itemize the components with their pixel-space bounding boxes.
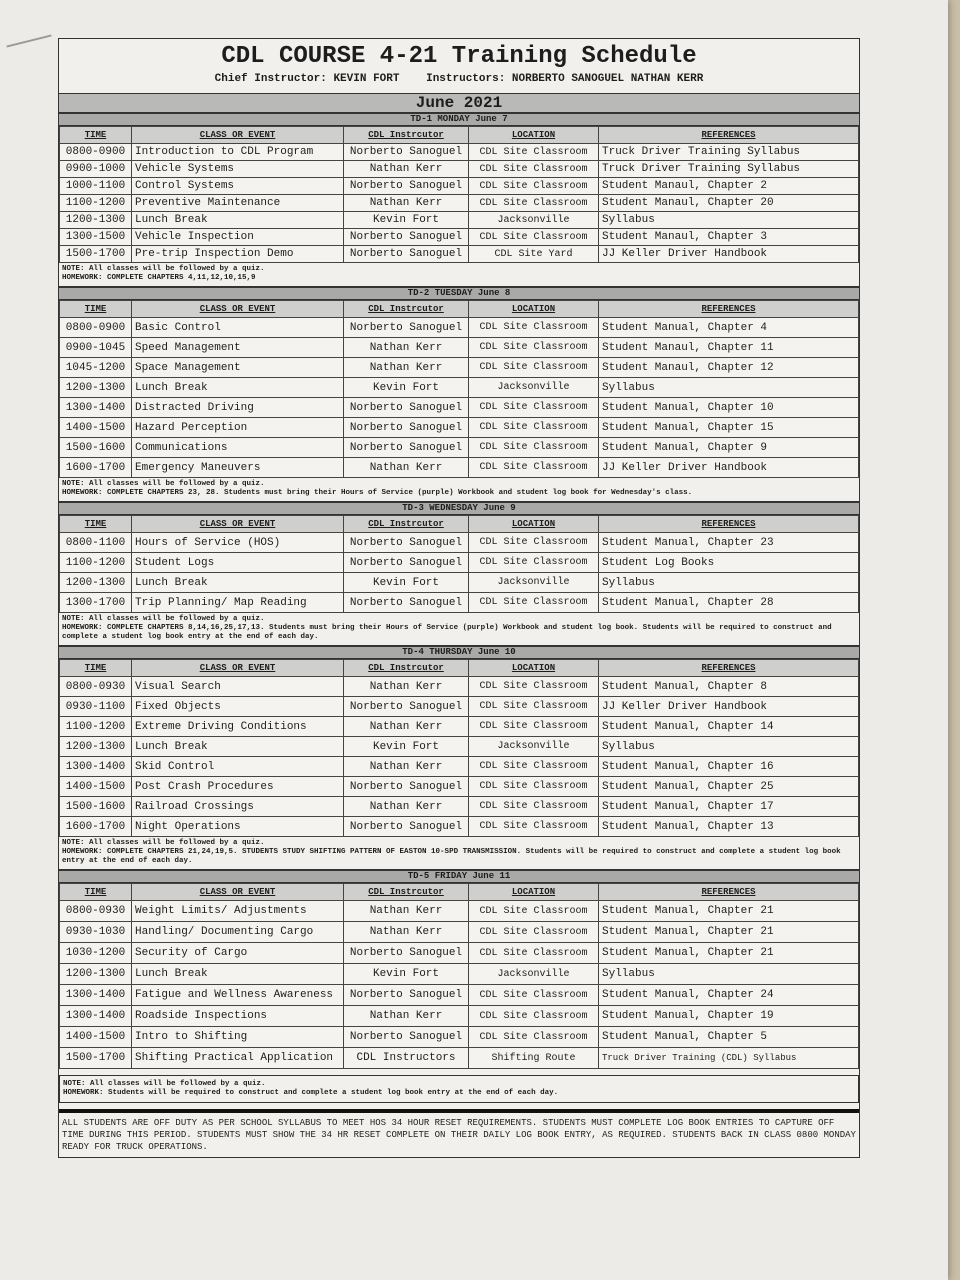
table-row — [60, 144, 859, 161]
time-cell: 1000-1100 — [60, 178, 132, 195]
time-cell: 1300-1400 — [60, 398, 132, 418]
location-cell: CDL Site Classroom — [469, 757, 599, 777]
time-cell: 1300-1400 — [60, 757, 132, 777]
table-row — [60, 195, 859, 212]
day-heading: TD-5 FRIDAY June 11 — [59, 870, 859, 883]
time-cell: 1045-1200 — [60, 358, 132, 378]
time-cell: 1300-1400 — [60, 1006, 132, 1027]
reference-cell: Truck Driver Training (CDL) Syllabus — [599, 1048, 859, 1069]
instructor-cell: Nathan Kerr — [344, 338, 469, 358]
time-cell: 1030-1200 — [60, 943, 132, 964]
time-cell: 0930-1100 — [60, 697, 132, 717]
location-cell: CDL Site Classroom — [469, 318, 599, 338]
column-header-instructor: CDL Instrcutor — [344, 516, 469, 533]
column-header-references: REFERENCES — [599, 660, 859, 677]
time-cell: 1100-1200 — [60, 553, 132, 573]
table-row — [60, 338, 859, 358]
event-cell: Railroad Crossings — [132, 797, 344, 817]
location-cell: CDL Site Classroom — [469, 797, 599, 817]
day-heading: TD-2 TUESDAY June 8 — [59, 287, 859, 300]
instructor-cell: Norberto Sanoguel — [344, 398, 469, 418]
column-header-event: CLASS OR EVENT — [132, 127, 344, 144]
table-row — [60, 777, 859, 797]
table-row — [60, 717, 859, 737]
location-cell: CDL Site Classroom — [469, 438, 599, 458]
event-cell: Preventive Maintenance — [132, 195, 344, 212]
table-row — [60, 398, 859, 418]
table-row — [60, 178, 859, 195]
table-row — [60, 901, 859, 922]
column-header-time: TIME — [60, 884, 132, 901]
location-cell: CDL Site Yard — [469, 246, 599, 263]
location-cell: CDL Site Classroom — [469, 717, 599, 737]
column-header-location: LOCATION — [469, 127, 599, 144]
time-cell: 1300-1400 — [60, 985, 132, 1006]
reference-cell: Student Manual, Chapter 5 — [599, 1027, 859, 1048]
document-title: CDL COURSE 4-21 Training Schedule — [221, 43, 697, 70]
event-cell: Lunch Break — [132, 964, 344, 985]
column-header-event: CLASS OR EVENT — [132, 516, 344, 533]
day-table — [59, 883, 859, 1069]
staple-mark — [6, 34, 51, 47]
table-row — [60, 1006, 859, 1027]
reference-cell: Student Manual, Chapter 14 — [599, 717, 859, 737]
event-cell: Hours of Service (HOS) — [132, 533, 344, 553]
day-heading: TD-3 WEDNESDAY June 9 — [59, 502, 859, 515]
table-row — [60, 378, 859, 398]
instructor-cell: Norberto Sanoguel — [344, 533, 469, 553]
day-notes — [59, 613, 859, 646]
location-cell: CDL Site Classroom — [469, 817, 599, 837]
table-row — [60, 677, 859, 697]
reference-cell: Student Manual, Chapter 21 — [599, 943, 859, 964]
event-cell: Visual Search — [132, 677, 344, 697]
reference-cell: Student Manual, Chapter 17 — [599, 797, 859, 817]
location-cell: CDL Site Classroom — [469, 178, 599, 195]
location-cell: Jacksonville — [469, 212, 599, 229]
reference-cell: Student Manual, Chapter 19 — [599, 1006, 859, 1027]
reference-cell: Student Manaul, Chapter 20 — [599, 195, 859, 212]
month-heading: June 2021 — [59, 93, 859, 113]
weekend-reset-notice: ALL STUDENTS ARE OFF DUTY AS PER SCHOOL SYLLABUS TO MEET HOS 34 HOUR RESET REQUIREMENTS. STUDENTS MUST COMPLETE LOG BOOK ENTRIES TO CAPTURE OFF TIME DURING THIS PERIOD. STUDENTS MUST SHOW THE 34 HR RESET COMPLETE ON THEIR DAILY LOG BOOK ENTRY, AS REQUIRED. STUDENTS BACK IN CLASS 0800 MONDAY READY FOR TRUCK OPERATIONS. — [59, 1109, 859, 1157]
event-cell: Post Crash Procedures — [132, 777, 344, 797]
location-cell: CDL Site Classroom — [469, 677, 599, 697]
reference-cell: Student Manual, Chapter 13 — [599, 817, 859, 837]
time-cell: 1500-1700 — [60, 246, 132, 263]
column-header-references: REFERENCES — [599, 301, 859, 318]
column-header-event: CLASS OR EVENT — [132, 884, 344, 901]
table-row — [60, 533, 859, 553]
table-row — [60, 418, 859, 438]
location-cell: CDL Site Classroom — [469, 1006, 599, 1027]
event-cell: Shifting Practical Application — [132, 1048, 344, 1069]
time-cell: 0930-1030 — [60, 922, 132, 943]
location-cell: CDL Site Classroom — [469, 161, 599, 178]
event-cell: Lunch Break — [132, 737, 344, 757]
reference-cell: JJ Keller Driver Handbook — [599, 697, 859, 717]
location-cell: CDL Site Classroom — [469, 458, 599, 478]
homework-note: HOMEWORK: COMPLETE CHAPTERS 8,14,16,25,17,13. Students must bring their Hours of Service (purple) Workbook and student log book. Students will be required to construct and complete a student log book entry at the end of each day. — [62, 624, 832, 641]
time-cell: 1400-1500 — [60, 777, 132, 797]
day-notes — [59, 263, 859, 287]
location-cell: Jacksonville — [469, 378, 599, 398]
table-row — [60, 573, 859, 593]
event-cell: Vehicle Inspection — [132, 229, 344, 246]
event-cell: Weight Limits/ Adjustments — [132, 901, 344, 922]
event-cell: Space Management — [132, 358, 344, 378]
reference-cell: Truck Driver Training Syllabus — [599, 144, 859, 161]
reference-cell: Student Manual, Chapter 10 — [599, 398, 859, 418]
day-rows — [60, 318, 859, 478]
column-header-event: CLASS OR EVENT — [132, 660, 344, 677]
instructor-cell: Nathan Kerr — [344, 922, 469, 943]
time-cell: 1600-1700 — [60, 458, 132, 478]
location-cell: Jacksonville — [469, 737, 599, 757]
reference-cell: Student Manaul, Chapter 11 — [599, 338, 859, 358]
column-header-location: LOCATION — [469, 301, 599, 318]
reference-cell: Student Manual, Chapter 21 — [599, 901, 859, 922]
table-row — [60, 737, 859, 757]
day-notes — [59, 478, 859, 502]
reference-cell: Syllabus — [599, 212, 859, 229]
table-row — [60, 1027, 859, 1048]
reference-cell: JJ Keller Driver Handbook — [599, 458, 859, 478]
reference-cell: Syllabus — [599, 737, 859, 757]
day-table — [59, 300, 859, 478]
location-cell: CDL Site Classroom — [469, 195, 599, 212]
instructor-cell: Norberto Sanoguel — [344, 318, 469, 338]
time-cell: 1100-1200 — [60, 195, 132, 212]
location-cell: CDL Site Classroom — [469, 533, 599, 553]
column-header-location: LOCATION — [469, 884, 599, 901]
instructor-cell: Norberto Sanoguel — [344, 593, 469, 613]
table-row — [60, 358, 859, 378]
event-cell: Fixed Objects — [132, 697, 344, 717]
reference-cell: Truck Driver Training Syllabus — [599, 161, 859, 178]
instructor-cell: Kevin Fort — [344, 737, 469, 757]
instructor-cell: Norberto Sanoguel — [344, 438, 469, 458]
day-rows — [60, 533, 859, 613]
location-cell: CDL Site Classroom — [469, 901, 599, 922]
column-header-location: LOCATION — [469, 660, 599, 677]
instructor-cell: Norberto Sanoguel — [344, 178, 469, 195]
reference-cell: Student Manual, Chapter 15 — [599, 418, 859, 438]
column-header-references: REFERENCES — [599, 127, 859, 144]
table-row — [60, 246, 859, 263]
reference-cell: Student Manual, Chapter 28 — [599, 593, 859, 613]
event-cell: Lunch Break — [132, 212, 344, 229]
day-rows — [60, 901, 859, 1069]
time-cell: 1500-1600 — [60, 438, 132, 458]
event-cell: Extreme Driving Conditions — [132, 717, 344, 737]
instructor-cell: CDL Instructors — [344, 1048, 469, 1069]
reference-cell: Student Manaul, Chapter 2 — [599, 178, 859, 195]
instructor-cell: Norberto Sanoguel — [344, 817, 469, 837]
table-row — [60, 593, 859, 613]
column-header-instructor: CDL Instrcutor — [344, 127, 469, 144]
time-cell: 1400-1500 — [60, 1027, 132, 1048]
reference-cell: Student Manual, Chapter 9 — [599, 438, 859, 458]
reference-cell: Student Manual, Chapter 4 — [599, 318, 859, 338]
instructor-cell: Norberto Sanoguel — [344, 246, 469, 263]
instructor-cell: Nathan Kerr — [344, 717, 469, 737]
table-row — [60, 553, 859, 573]
table-row — [60, 212, 859, 229]
time-cell: 1200-1300 — [60, 573, 132, 593]
table-row — [60, 943, 859, 964]
reference-cell: Syllabus — [599, 378, 859, 398]
quiz-note: NOTE: All classes will be followed by a quiz. — [63, 1080, 266, 1088]
quiz-note: NOTE: All classes will be followed by a quiz. — [62, 839, 265, 847]
table-row — [60, 161, 859, 178]
time-cell: 0900-1000 — [60, 161, 132, 178]
quiz-note: NOTE: All classes will be followed by a quiz. — [62, 615, 265, 623]
event-cell: Trip Planning/ Map Reading — [132, 593, 344, 613]
instructor-cell: Nathan Kerr — [344, 358, 469, 378]
column-header-time: TIME — [60, 660, 132, 677]
column-header-time: TIME — [60, 516, 132, 533]
time-cell: 1400-1500 — [60, 418, 132, 438]
event-cell: Control Systems — [132, 178, 344, 195]
column-header-instructor: CDL Instrcutor — [344, 660, 469, 677]
location-cell: CDL Site Classroom — [469, 358, 599, 378]
location-cell: CDL Site Classroom — [469, 1027, 599, 1048]
time-cell: 1500-1600 — [60, 797, 132, 817]
instructor-cell: Norberto Sanoguel — [344, 144, 469, 161]
location-cell: CDL Site Classroom — [469, 338, 599, 358]
table-row — [60, 964, 859, 985]
table-row — [60, 458, 859, 478]
event-cell: Hazard Perception — [132, 418, 344, 438]
chief-instructor: Chief Instructor: KEVIN FORT — [214, 73, 400, 85]
table-row — [60, 757, 859, 777]
location-cell: CDL Site Classroom — [469, 398, 599, 418]
reference-cell: Student Manaul, Chapter 3 — [599, 229, 859, 246]
time-cell: 0800-0900 — [60, 144, 132, 161]
instructor-cell: Norberto Sanoguel — [344, 697, 469, 717]
event-cell: Lunch Break — [132, 378, 344, 398]
time-cell: 0800-0930 — [60, 901, 132, 922]
column-header-time: TIME — [60, 301, 132, 318]
reference-cell: Student Manual, Chapter 24 — [599, 985, 859, 1006]
homework-note: HOMEWORK: COMPLETE CHAPTERS 4,11,12,10,15,9 — [62, 274, 256, 282]
instructor-cell: Norberto Sanoguel — [344, 553, 469, 573]
time-cell: 1200-1300 — [60, 964, 132, 985]
location-cell: CDL Site Classroom — [469, 943, 599, 964]
instructor-cell: Nathan Kerr — [344, 195, 469, 212]
table-row — [60, 797, 859, 817]
instructor-cell: Kevin Fort — [344, 573, 469, 593]
column-header-time: TIME — [60, 127, 132, 144]
day-rows — [60, 677, 859, 837]
homework-note: HOMEWORK: COMPLETE CHAPTERS 23, 28. Students must bring their Hours of Service (purple) Workbook and student log book for Wednesday's class. — [62, 489, 693, 497]
table-row — [60, 697, 859, 717]
instructor-cell: Nathan Kerr — [344, 161, 469, 178]
homework-note: HOMEWORK: Students will be required to construct and complete a student log book entry at the end of each day. — [63, 1089, 559, 1097]
event-cell: Emergency Maneuvers — [132, 458, 344, 478]
time-cell: 1300-1500 — [60, 229, 132, 246]
location-cell: CDL Site Classroom — [469, 922, 599, 943]
reference-cell: Student Manaul, Chapter 12 — [599, 358, 859, 378]
instructor-cell: Kevin Fort — [344, 378, 469, 398]
event-cell: Fatigue and Wellness Awareness — [132, 985, 344, 1006]
instructor-cell: Nathan Kerr — [344, 677, 469, 697]
instructor-cell: Norberto Sanoguel — [344, 985, 469, 1006]
day-table — [59, 659, 859, 837]
table-row — [60, 318, 859, 338]
table-row — [60, 229, 859, 246]
instructor-cell: Norberto Sanoguel — [344, 943, 469, 964]
event-cell: Night Operations — [132, 817, 344, 837]
reference-cell: Student Manual, Chapter 25 — [599, 777, 859, 797]
instructor-cell: Kevin Fort — [344, 212, 469, 229]
event-cell: Speed Management — [132, 338, 344, 358]
reference-cell: Student Manual, Chapter 8 — [599, 677, 859, 697]
time-cell: 1500-1700 — [60, 1048, 132, 1069]
column-header-references: REFERENCES — [599, 516, 859, 533]
time-cell: 0800-0930 — [60, 677, 132, 697]
instructor-cell: Norberto Sanoguel — [344, 229, 469, 246]
day-heading: TD-1 MONDAY June 7 — [59, 113, 859, 126]
reference-cell: Student Manual, Chapter 21 — [599, 922, 859, 943]
instructor-cell: Norberto Sanoguel — [344, 777, 469, 797]
location-cell: CDL Site Classroom — [469, 418, 599, 438]
instructor-cell: Norberto Sanoguel — [344, 418, 469, 438]
event-cell: Intro to Shifting — [132, 1027, 344, 1048]
event-cell: Lunch Break — [132, 573, 344, 593]
event-cell: Distracted Driving — [132, 398, 344, 418]
table-row — [60, 1048, 859, 1069]
instructor-cell: Nathan Kerr — [344, 458, 469, 478]
day-notes — [59, 837, 859, 870]
time-cell: 1300-1700 — [60, 593, 132, 613]
instructor-cell: Nathan Kerr — [344, 1006, 469, 1027]
day-heading: TD-4 THURSDAY June 10 — [59, 646, 859, 659]
column-header-instructor: CDL Instrcutor — [344, 884, 469, 901]
reference-cell: Student Log Books — [599, 553, 859, 573]
time-cell: 1200-1300 — [60, 212, 132, 229]
location-cell: CDL Site Classroom — [469, 593, 599, 613]
time-cell: 0800-0900 — [60, 318, 132, 338]
column-header-location: LOCATION — [469, 516, 599, 533]
instructors-list: Instructors: NORBERTO SANOGUEL NATHAN KERR — [426, 73, 704, 85]
quiz-note: NOTE: All classes will be followed by a quiz. — [62, 265, 265, 273]
event-cell: Skid Control — [132, 757, 344, 777]
location-cell: Jacksonville — [469, 964, 599, 985]
schedule-sheet — [58, 38, 860, 1158]
column-header-instructor: CDL Instrcutor — [344, 301, 469, 318]
event-cell: Student Logs — [132, 553, 344, 573]
reference-cell: Student Manual, Chapter 23 — [599, 533, 859, 553]
column-header-references: REFERENCES — [599, 884, 859, 901]
event-cell: Handling/ Documenting Cargo — [132, 922, 344, 943]
instructor-line — [59, 71, 859, 93]
location-cell: CDL Site Classroom — [469, 553, 599, 573]
table-row — [60, 985, 859, 1006]
reference-cell: Syllabus — [599, 573, 859, 593]
reference-cell: Syllabus — [599, 964, 859, 985]
table-row — [60, 922, 859, 943]
time-cell: 0800-1100 — [60, 533, 132, 553]
table-row — [60, 438, 859, 458]
event-cell: Introduction to CDL Program — [132, 144, 344, 161]
location-cell: CDL Site Classroom — [469, 777, 599, 797]
event-cell: Security of Cargo — [132, 943, 344, 964]
time-cell: 0900-1045 — [60, 338, 132, 358]
event-cell: Pre-trip Inspection Demo — [132, 246, 344, 263]
instructor-cell: Nathan Kerr — [344, 797, 469, 817]
instructor-cell: Norberto Sanoguel — [344, 1027, 469, 1048]
time-cell: 1100-1200 — [60, 717, 132, 737]
location-cell: Shifting Route — [469, 1048, 599, 1069]
day-notes — [59, 1075, 859, 1103]
time-cell: 1200-1300 — [60, 737, 132, 757]
day-table — [59, 515, 859, 613]
instructor-cell: Nathan Kerr — [344, 901, 469, 922]
time-cell: 1200-1300 — [60, 378, 132, 398]
quiz-note: NOTE: All classes will be followed by a quiz. — [62, 480, 265, 488]
event-cell: Basic Control — [132, 318, 344, 338]
reference-cell: Student Manual, Chapter 16 — [599, 757, 859, 777]
instructor-cell: Kevin Fort — [344, 964, 469, 985]
column-header-event: CLASS OR EVENT — [132, 301, 344, 318]
location-cell: CDL Site Classroom — [469, 985, 599, 1006]
homework-note: HOMEWORK: COMPLETE CHAPTERS 21,24,19,5. STUDENTS STUDY SHIFTING PATTERN OF EASTON 10-SPD TRANSMISSION. Students will be required to construct and complete a student log book entry at the end of each day. — [62, 848, 841, 865]
event-cell: Vehicle Systems — [132, 161, 344, 178]
day-table — [59, 126, 859, 263]
table-row — [60, 817, 859, 837]
location-cell: CDL Site Classroom — [469, 697, 599, 717]
time-cell: 1600-1700 — [60, 817, 132, 837]
reference-cell: JJ Keller Driver Handbook — [599, 246, 859, 263]
event-cell: Communications — [132, 438, 344, 458]
day-rows — [60, 144, 859, 263]
location-cell: CDL Site Classroom — [469, 229, 599, 246]
event-cell: Roadside Inspections — [132, 1006, 344, 1027]
location-cell: Jacksonville — [469, 573, 599, 593]
location-cell: CDL Site Classroom — [469, 144, 599, 161]
instructor-cell: Nathan Kerr — [344, 757, 469, 777]
